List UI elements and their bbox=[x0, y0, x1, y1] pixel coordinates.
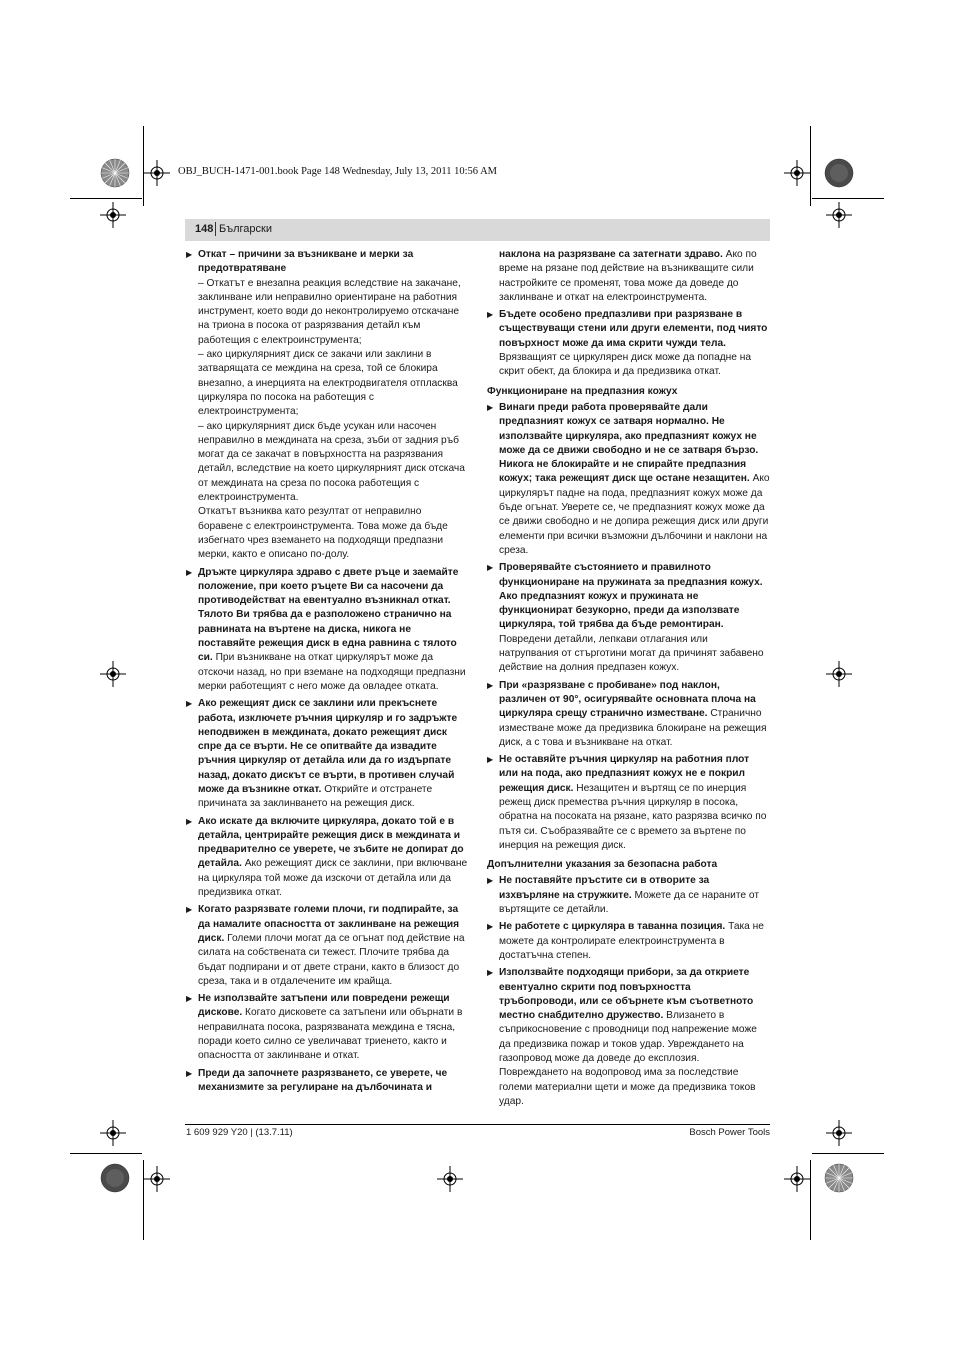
instruction-item bbox=[186, 1067, 468, 1096]
instruction-item bbox=[487, 966, 770, 1109]
color-wheel-icon bbox=[100, 158, 130, 188]
instruction-item bbox=[487, 679, 770, 750]
item-text bbox=[198, 1067, 468, 1096]
item-bold-text: Винаги преди работа проверявайте дали предпазният кожух се затваря нормално. Не използвайте циркуляра, ако предпазният кожух не може да се движи свободно и не се затваря бързо. Никога не блокирайте и не спирайте предпазния кожух; така режещият диск ще остане незащитен. bbox=[499, 401, 759, 485]
triangle-bullet-icon: ▶ bbox=[186, 699, 193, 709]
item-body-text: Големи плочи могат да се огънат под действие на силата на собствената си тежест. Плочите трябва да бъдат подпирани и от двете страни, както в близост до среза, така и в отдалечените им крайща. bbox=[198, 932, 465, 987]
instruction-item bbox=[487, 874, 770, 917]
item-text bbox=[499, 561, 770, 675]
crop-line-top-left-h bbox=[70, 198, 142, 199]
item-text bbox=[198, 815, 468, 901]
item-text bbox=[198, 992, 468, 1063]
item-body-text: Врязващият се циркулярен диск може да попадне на скрит обект, да блокира и да предизвика откат. bbox=[499, 352, 752, 378]
item-bold-text: Проверявайте състоянието и правилното функциониране на пружината за предпазния кожух. Ако предпазният кожух и пружината не функционират безукорно, преди да използвате циркуляра, той трябва да бъде ремонтиран. bbox=[499, 562, 763, 631]
footer-rule bbox=[185, 1124, 770, 1125]
footer-doc-number: 1 609 929 Y20 | (13.7.11) bbox=[186, 1127, 293, 1138]
item-bold-text: Дръжте циркуляра здраво с двете ръце и заемайте положение, при което ръцете Ви са насочени да противодействат на евентуално възникнал откат. Тялото Ви трябва да е разположено странично на равнината на въртене на диска, никога не поставяйте режещия диск в една равнина с тялото си. bbox=[198, 566, 459, 664]
instruction-item bbox=[487, 401, 770, 558]
item-bold-text: наклона на разрязване са затегнати здраво. bbox=[499, 249, 723, 260]
page-number: 148 bbox=[195, 223, 214, 235]
item-text bbox=[499, 308, 770, 379]
item-body-text: Повредени детайли, лепкави отлагания или натрупвания от стърготини могат да причинят забавено действие на долния предпазен кожух. bbox=[499, 633, 764, 674]
item-text bbox=[499, 920, 770, 963]
crop-line-top-right-v bbox=[810, 126, 811, 206]
item-bold-text: Преди да започнете разрязването, се уверете, че механизмите за регулиране на дълбочината и bbox=[198, 1067, 448, 1093]
item-body-text: Странично изместване може да предизвика блокиране на режещия диск, а с това и възникване на откат. bbox=[499, 708, 767, 748]
color-wheel-icon bbox=[824, 1163, 854, 1193]
triangle-bullet-icon: ▶ bbox=[186, 567, 193, 577]
item-bold-text: Не работете с циркуляра в таванна позиция. bbox=[499, 921, 726, 933]
item-body-text: Открийте и отстранете причината за заклинването на режещия диск. bbox=[198, 783, 433, 810]
item-text bbox=[499, 966, 770, 1109]
triangle-bullet-icon: ▶ bbox=[487, 755, 494, 765]
registration-crosshair-icon bbox=[826, 202, 852, 228]
registration-crosshair-icon bbox=[437, 1166, 463, 1192]
instruction-item bbox=[186, 992, 468, 1063]
item-body-text: Така не можете да контролирате електроинструмента в достатъчна степен. bbox=[499, 921, 764, 961]
section-heading: Допълнителни указания за безопасна работа bbox=[487, 859, 718, 871]
registration-crosshair-icon bbox=[100, 1120, 126, 1146]
registration-crosshair-icon bbox=[100, 202, 126, 228]
registration-crosshair-icon bbox=[826, 1120, 852, 1146]
item-bold-text: Не поставяйте пръстите си в отворите за изхвърляне на стружките. bbox=[499, 875, 710, 901]
registration-crosshair-icon bbox=[100, 661, 126, 687]
item-body-text: Незащитен и въртящ се по инерция режещ диск премества ръчния циркуляр в посока, обратна на посоката на рязане, като разрязва всичко по пътя си. Съобразявайте се с времето за въртене по инерция на режещия диск. bbox=[499, 782, 767, 851]
item-text bbox=[499, 679, 770, 750]
instruction-item bbox=[186, 566, 468, 695]
color-wheel-icon bbox=[100, 1163, 130, 1193]
registration-crosshair-icon bbox=[144, 160, 170, 186]
registration-crosshair-icon bbox=[826, 661, 852, 687]
item-bold-text: Бъдете особено предпазливи при разрязване в съществуващи стени или други елементи, под чиято повърхност може да има скрити чужди тела. bbox=[499, 309, 768, 349]
instruction-item bbox=[186, 903, 468, 989]
item-body-text: Влизането в съприкосновение с проводници под напрежение може да предизвика пожар и токов удар. Увреждането на газопровод може да доведе до експлозия. Повреждането на водопровод има за последствие големи материални щети и може да предизвика токов удар. bbox=[499, 1010, 757, 1107]
crop-line-bottom-left-h bbox=[70, 1153, 142, 1154]
instruction-item bbox=[186, 815, 468, 901]
item-bold-text: Не оставяйте ръчния циркуляр на работния плот или на пода, ако предпазният кожух не е покрил режещия диск. bbox=[499, 754, 750, 794]
triangle-bullet-icon: ▶ bbox=[186, 250, 193, 259]
triangle-bullet-icon: ▶ bbox=[186, 1068, 193, 1078]
item-text bbox=[198, 566, 468, 695]
page-header-bar bbox=[185, 219, 770, 241]
triangle-bullet-icon: ▶ bbox=[487, 680, 494, 690]
item-body-text: Ако режещият диск се заклини, при включване на циркуляра той може да изскочи от детайла или да предизвика откат. bbox=[198, 858, 468, 899]
instruction-item bbox=[487, 753, 770, 853]
registration-crosshair-icon bbox=[784, 1166, 810, 1192]
triangle-bullet-icon: ▶ bbox=[487, 968, 494, 978]
item-bold-text: Откат – причини за възникване и мерки за предотвратяване bbox=[198, 249, 414, 275]
item-body-text: Ако по време на рязане под действие на възникващите сили настройките се променят, това може да доведе до заклинване и откат на електроинструмента. bbox=[499, 249, 757, 303]
item-body-text: – Откатът е внезапна реакция вследствие на закачане, заклинване или неправилно ориентиране на работния инструмент, което води до неконтролируемо отскачане на триона в посока от разрязвания детайл към работещия с електроинструмента; – ако циркулярният диск се закачи или заклини в затварящата се междина на среза, той се блокира внезапно, а инерцията на електродвигателя отпласква циркуляра по посока на работещия с електроинструмента; – ако циркулярният диск бъде усукан или насочен неправилно в междината на среза, зъби от задния ръб могат да се закачат в повърхността на разрязвания детайл, вследствие на което циркулярният диск отскача от междината на среза по посока работещия с електроинструмента. Откатът възниква като резултат от неправилно боравене с електроинструмента. Това може да бъде избегнато чрез вземането на подходящи предпазни мерки, както е описано по-долу. bbox=[198, 277, 465, 561]
item-text bbox=[499, 753, 770, 853]
item-text bbox=[499, 874, 770, 917]
triangle-bullet-icon: ▶ bbox=[487, 402, 494, 412]
right-column bbox=[487, 248, 770, 1112]
item-bold-text: При «разрязване с пробиване» под наклон, различен от 90°, осигурявайте основната плоча на циркуляра срещу странично изместване. bbox=[499, 679, 756, 720]
crop-line-bottom-right-h bbox=[812, 1153, 884, 1154]
item-body-text: При възникване на откат циркулярът може да отскочи назад, но при вземане на подходящи предпазни мерки работещият с него може да овладее отката. bbox=[198, 652, 466, 692]
continuation-paragraph bbox=[487, 248, 770, 305]
triangle-bullet-icon: ▶ bbox=[487, 310, 494, 320]
registration-crosshair-icon bbox=[784, 160, 810, 186]
triangle-bullet-icon: ▶ bbox=[487, 563, 494, 573]
item-bold-text: Когато разрязвате големи плочи, ги подпирайте, за да намалите опасността от заклинване на режещия диск. bbox=[198, 904, 460, 944]
footer-brand: Bosch Power Tools bbox=[689, 1127, 770, 1138]
item-body-text: Ако циркулярът падне на пода, предпазният кожух може да бъде огънат. Уверете се, че предпазният кожух може да се движи свободно и не допира режещия диск или други елементи при всички възможни дълбочини и наклони на среза. bbox=[499, 473, 770, 556]
page-language: Български bbox=[219, 223, 272, 235]
triangle-bullet-icon: ▶ bbox=[487, 922, 494, 932]
triangle-bullet-icon: ▶ bbox=[487, 876, 494, 886]
triangle-bullet-icon: ▶ bbox=[186, 905, 193, 915]
item-text bbox=[198, 903, 468, 989]
instruction-item bbox=[487, 308, 770, 379]
triangle-bullet-icon: ▶ bbox=[186, 994, 193, 1004]
item-bold-text: Ако режещият диск се заклини или прекъснете работа, изключете ръчния циркуляр и го задръжте неподвижен в междината, докато режещият диск спре да се върти. Не се опитвайте да извадите ръчния циркуляр от детайла или да го издърпате назад, докато дискът се върти, в противен случай може да възникне откат. bbox=[198, 698, 458, 795]
color-wheel-icon bbox=[824, 158, 854, 188]
instruction-item bbox=[186, 248, 468, 563]
book-info-slug: OBJ_BUCH-1471-001.book Page 148 Wednesday, July 13, 2011 10:56 AM bbox=[178, 166, 498, 177]
left-column bbox=[186, 248, 468, 1098]
header-divider bbox=[215, 222, 216, 236]
instruction-item bbox=[487, 561, 770, 675]
item-text bbox=[499, 401, 770, 558]
crop-line-top-right-h bbox=[812, 198, 884, 199]
section-heading: Функциониране на предпазния кожух bbox=[487, 385, 678, 397]
item-body-text: Можете да се нараните от въртящите се детайли. bbox=[499, 889, 760, 916]
item-bold-text: Ако искате да включите циркуляра, докато той е в детайла, центрирайте режещия диск в междината и предварително се уверете, че зъбите не допират до детайла. bbox=[198, 815, 464, 870]
crop-line-bottom-right-v bbox=[810, 1160, 811, 1240]
item-bold-text: Не използвайте затъпени или повредени режещи дискове. bbox=[198, 993, 450, 1019]
item-text bbox=[198, 697, 468, 811]
instruction-item bbox=[487, 920, 770, 963]
instruction-item bbox=[186, 697, 468, 811]
item-bold-text: Използвайте подходящи прибори, за да откриете евентуално скрити под повърхността тръбопроводи, или се обърнете към съответното местно снабдително дружество. bbox=[499, 967, 754, 1022]
item-body-text: Когато дисковете са затъпени или обърнати в неправилната посока, разрязваната междина е тясна, поради което силно се увеличават триенето, както и опасността от заклинване и откат. bbox=[198, 1007, 463, 1062]
triangle-bullet-icon: ▶ bbox=[186, 816, 193, 826]
item-text bbox=[198, 248, 468, 563]
registration-crosshair-icon bbox=[144, 1166, 170, 1192]
